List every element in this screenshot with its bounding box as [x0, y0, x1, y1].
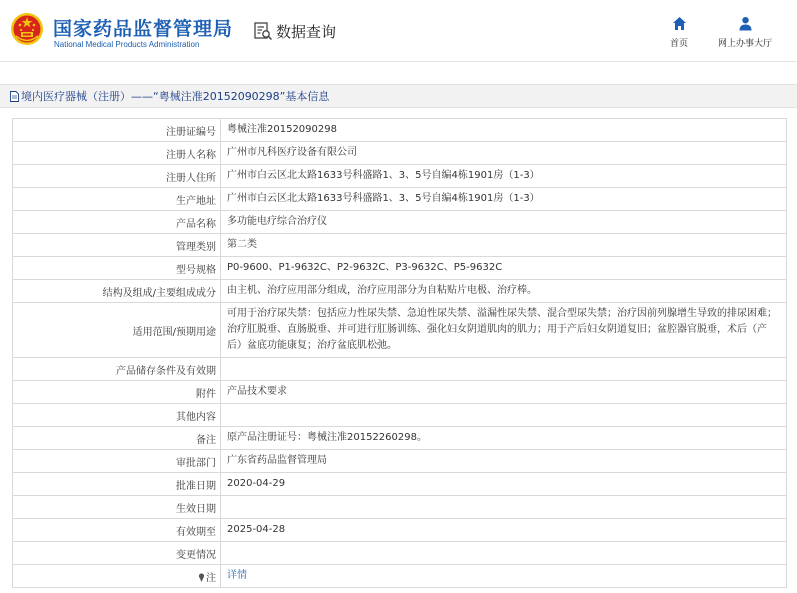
details-link[interactable]: 详情 [227, 570, 247, 581]
table-row [13, 142, 787, 165]
site-header [0, 0, 797, 62]
field-value: 可用于治疗尿失禁：包括应力性尿失禁、急迫性尿失禁、溢漏性尿失禁、混合型尿失禁；治疗因前列腺增生导致的排尿困难；治疗肛脱垂、直肠脱垂、并可进行肛肠训练、强化妇女阴道肌肉的肌力；用于产后妇女阴道复旧；盆腔器官脱垂，术后（产后）盆底功能康复；治疗盆底肌松弛。 [221, 303, 787, 358]
field-label: 管理类别 [13, 234, 221, 257]
table-row [13, 234, 787, 257]
table-row [13, 565, 787, 588]
field-label: 型号规格 [13, 257, 221, 280]
field-label: 适用范围/预期用途 [13, 303, 221, 358]
field-value [221, 542, 787, 565]
breadcrumb-title: 境内医疗器械（注册）——“粤械注准20152090298”基本信息 [21, 90, 330, 103]
document-icon [10, 91, 19, 102]
field-label: 有效期至 [13, 519, 221, 542]
field-value: 由主机、治疗应用部分组成，治疗应用部分为自粘贴片电极、治疗棒。 [221, 280, 787, 303]
field-label: 注册人住所 [13, 165, 221, 188]
field-value [221, 565, 787, 588]
field-label: 生产地址 [13, 188, 221, 211]
table-row [13, 473, 787, 496]
nav-online-service-link[interactable] [714, 16, 776, 49]
table-row [13, 303, 787, 358]
field-label: 批准日期 [13, 473, 221, 496]
field-label: 备注 [13, 427, 221, 450]
table-row [13, 211, 787, 234]
field-label: 审批部门 [13, 450, 221, 473]
field-value [221, 358, 787, 381]
field-value: 原产品注册证号：粤械注准20152260298。 [221, 427, 787, 450]
note-label-cell [13, 565, 221, 588]
national-emblem-icon [10, 12, 44, 46]
table-row [13, 381, 787, 404]
field-label: 其他内容 [13, 404, 221, 427]
table-row [13, 496, 787, 519]
field-value: 广州市白云区北太路1633号科盛路1、3、5号自编4栋1901房（1-3） [221, 165, 787, 188]
field-label: 产品名称 [13, 211, 221, 234]
field-label: 产品储存条件及有效期 [13, 358, 221, 381]
field-label: 变更情况 [13, 542, 221, 565]
field-label: 生效日期 [13, 496, 221, 519]
nav-home-link[interactable] [664, 16, 694, 49]
field-value: 第二类 [221, 234, 787, 257]
table-row [13, 450, 787, 473]
table-row [13, 119, 787, 142]
breadcrumb [0, 84, 797, 108]
table-row [13, 188, 787, 211]
field-label: 注册人名称 [13, 142, 221, 165]
pin-icon [198, 573, 205, 582]
user-icon [738, 16, 753, 31]
site-title: 国家药品监督管理局 [53, 18, 234, 40]
table-row [13, 280, 787, 303]
nav-online-service-label: 网上办事大厅 [717, 39, 772, 49]
data-query-label: 数据查询 [276, 22, 337, 41]
field-value [221, 496, 787, 519]
nav-home-label: 首页 [669, 39, 688, 49]
site-subtitle: National Medical Products Administration [54, 40, 200, 49]
field-label: 注 [206, 572, 216, 584]
field-label: 附件 [13, 381, 221, 404]
field-label: 结构及组成/主要组成成分 [13, 280, 221, 303]
field-value: 多功能电疗综合治疗仪 [221, 211, 787, 234]
field-value: 粤械注准20152090298 [221, 119, 787, 142]
home-icon [672, 16, 687, 31]
data-search-icon [253, 21, 273, 41]
table-row [13, 358, 787, 381]
table-row [13, 257, 787, 280]
field-value: P0-9600、P1-9632C、P2-9632C、P3-9632C、P5-9632C [221, 257, 787, 280]
table-row [13, 519, 787, 542]
field-label: 注册证编号 [13, 119, 221, 142]
data-query-title [253, 20, 336, 42]
field-value: 广州市白云区北太路1633号科盛路1、3、5号自编4栋1901房（1-3） [221, 188, 787, 211]
table-row [13, 404, 787, 427]
table-row [13, 542, 787, 565]
field-value: 广州市凡科医疗设备有限公司 [221, 142, 787, 165]
field-value: 2020-04-29 [221, 473, 787, 496]
field-value: 产品技术要求 [221, 381, 787, 404]
table-row [13, 165, 787, 188]
field-value: 2025-04-28 [221, 519, 787, 542]
device-detail-table [12, 118, 787, 588]
field-value [221, 404, 787, 427]
table-row [13, 427, 787, 450]
field-value: 广东省药品监督管理局 [221, 450, 787, 473]
